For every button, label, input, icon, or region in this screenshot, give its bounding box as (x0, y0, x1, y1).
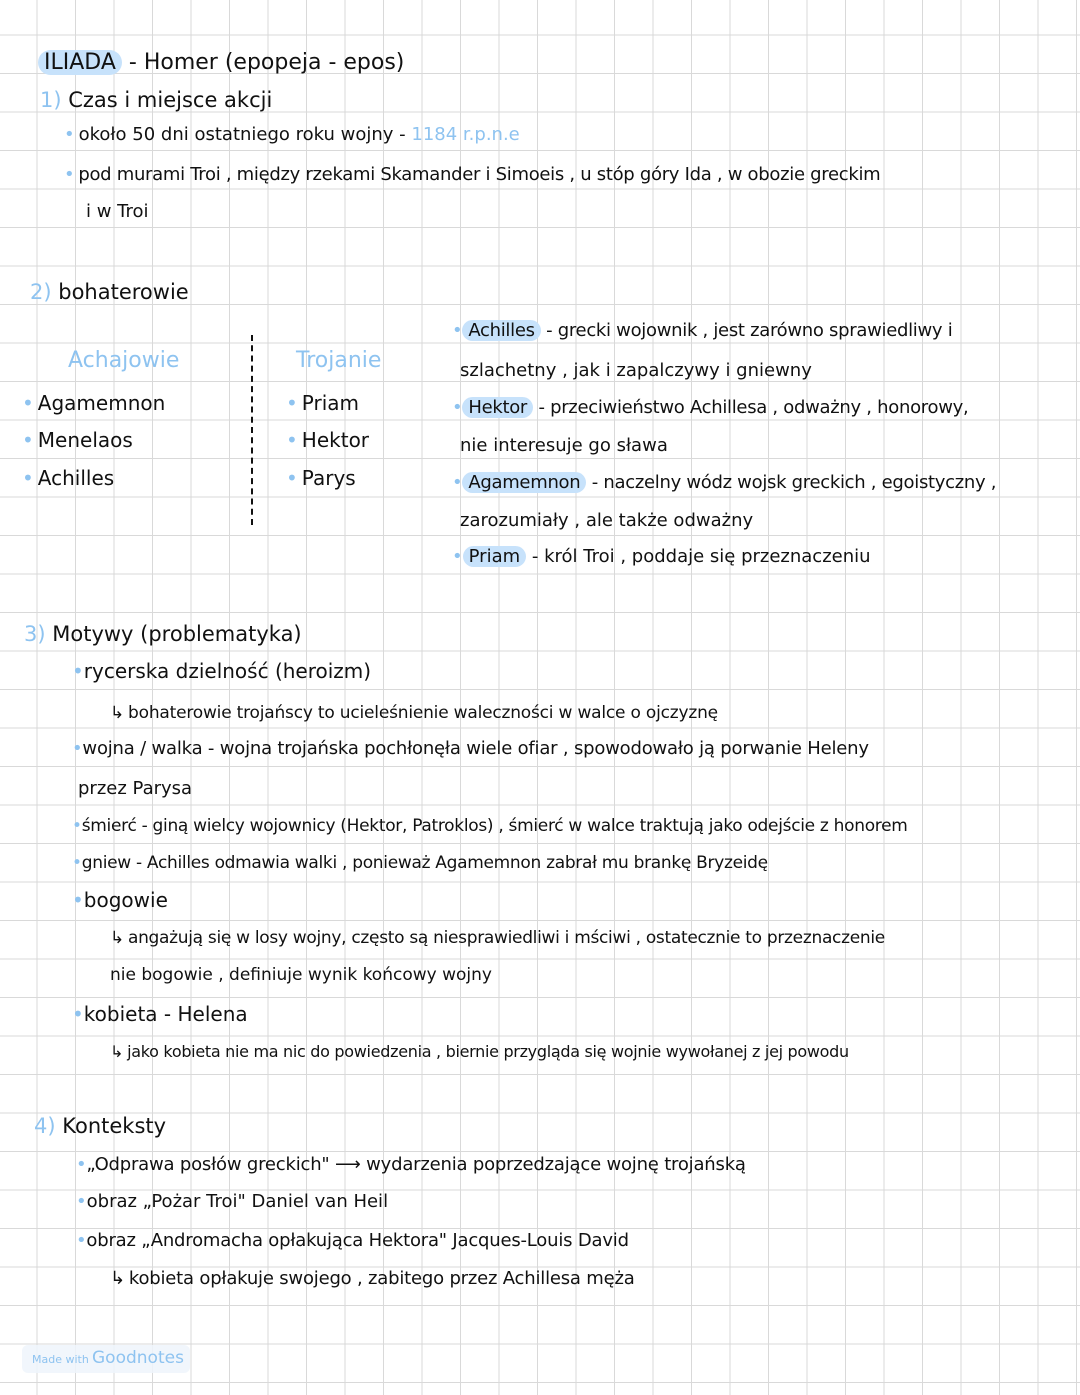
bullet-dot-icon: • (22, 466, 34, 490)
bullet-dot-icon: • (22, 428, 34, 452)
section-4-heading (34, 1116, 166, 1137)
context-text: „Odprawa posłów greckich" ⟶ wydarzenia poprzedzające wojnę trojańską (86, 1154, 746, 1175)
achaeans-item-1 (22, 393, 165, 413)
sub-text: angażują się w losy wojny, często są niesprawiedliwi i mściwi , ostatecznie to przeznaczenie (127, 928, 885, 948)
sub-text: bohaterowie trojańscy to ucieleśnienie waleczności w walce o ojczyznę (128, 703, 718, 723)
section-1-heading (40, 90, 272, 111)
bullet-dot-icon: • (72, 1002, 84, 1026)
trojans-column-title: Trojanie (296, 348, 382, 373)
sub-text: kobieta opłakuje swojego , zabitego przez Achillesa męża (128, 1268, 635, 1289)
section-2-title: bohaterowie (58, 280, 189, 304)
motif-1-sub (110, 705, 718, 722)
bullet-dot-icon: • (76, 1154, 87, 1175)
item-text: Achilles (37, 466, 115, 490)
bullet-dot-icon: • (22, 391, 34, 415)
motif-text: gniew - Achilles odmawia walki , ponieważ Agamemnon zabrał mu brankę Bryzeidę (81, 853, 768, 873)
section-4-number: 4) (34, 1114, 56, 1138)
bullet-dot-icon: • (64, 124, 75, 145)
motif-text: śmierć - giną wielcy wojownicy (Hektor, Patroklos) , śmierć w walce traktują jako odejście z honorem (81, 816, 908, 836)
desc-agamemnon-line1 (452, 474, 996, 492)
desc-hektor-line1 (452, 399, 968, 417)
title-rest: - Homer (epopeja - epos) (121, 50, 405, 75)
bullet-dot-icon: • (72, 853, 82, 873)
description-text: - król Troi , poddaje się przeznaczeniu (526, 546, 871, 567)
context-3 (76, 1232, 629, 1250)
bullet-dot-icon: • (72, 738, 83, 759)
section-1-title: Czas i miejsce akcji (68, 88, 273, 112)
context-2 (76, 1193, 388, 1211)
bullet-dot-icon: • (452, 472, 463, 493)
character-name: Achilles (462, 320, 540, 341)
column-divider (251, 335, 253, 525)
section-1-bullet-2 (64, 166, 880, 184)
bullet-text: około 50 dni ostatniego roku wojny - (78, 124, 412, 145)
desc-achilles-line2: szlachetny , jak i zapalczywy i gniewny (460, 360, 812, 381)
arrow-right-icon: ↳ (110, 1042, 124, 1061)
motif-1 (72, 661, 371, 681)
bullet-text: pod murami Troi , między rzekami Skamander i Simoeis , u stóp góry Ida , w obozie greckim (78, 164, 881, 185)
bullet-dot-icon: • (286, 391, 298, 415)
date-text: 1184 r.p.n.e (411, 124, 520, 145)
motif-4 (72, 855, 768, 872)
bullet-dot-icon: • (452, 546, 463, 567)
achaeans-item-2 (22, 430, 133, 450)
motif-2-line2: przez Parysa (78, 778, 193, 799)
sub-text: jako kobieta nie ma nic do powiedzenia , biernie przygląda się wojnie wywołanej z jej powodu (127, 1042, 849, 1061)
motif-5-sub-2: nie bogowie , definiuje wynik końcowy wojny (110, 965, 492, 985)
bullet-dot-icon: • (76, 1230, 87, 1251)
page-title (38, 52, 404, 74)
bullet-dot-icon: • (76, 1191, 87, 1212)
context-1 (76, 1156, 746, 1174)
bullet-dot-icon: • (72, 816, 82, 836)
trojans-item-2 (286, 430, 369, 450)
desc-agamemnon-line2: zarozumiały , ale także odważny (460, 510, 754, 531)
section-2-heading (30, 282, 189, 303)
bullet-dot-icon: • (64, 164, 75, 185)
trojans-item-3 (286, 468, 356, 488)
motif-text: rycerska dzielność (heroizm) (83, 659, 372, 683)
motif-text: kobieta - Helena (83, 1002, 248, 1026)
bullet-dot-icon: • (72, 888, 84, 912)
arrow-right-icon: ↳ (110, 703, 125, 723)
achaeans-item-3 (22, 468, 114, 488)
made-with-label: Made with (32, 1353, 89, 1366)
bullet-dot-icon: • (286, 428, 298, 452)
description-text: - grecki wojownik , jest zarówno sprawiedliwy i (540, 320, 953, 341)
achaeans-column-title: Achajowie (68, 348, 180, 373)
desc-priam-line1 (452, 548, 871, 566)
arrow-right-icon: ↳ (110, 1268, 125, 1289)
trojans-item-1 (286, 393, 359, 413)
section-3-number: 3) (24, 622, 46, 646)
section-2-number: 2) (30, 280, 52, 304)
context-text: obraz „Pożar Troi" Daniel van Heil (86, 1191, 389, 1212)
bullet-dot-icon: • (286, 466, 298, 490)
character-name: Agamemnon (462, 472, 586, 493)
description-text: - przeciwieństwo Achillesa , odważny , honorowy, (533, 397, 969, 418)
motif-text: bogowie (83, 888, 168, 912)
motif-6 (72, 1004, 248, 1024)
context-3-sub (110, 1270, 635, 1288)
character-name: Hektor (462, 397, 533, 418)
item-text: Hektor (301, 428, 370, 452)
bullet-dot-icon: • (452, 320, 463, 341)
section-1-number: 1) (40, 88, 62, 112)
section-3-title: Motywy (problematyka) (52, 622, 302, 646)
bullet-dot-icon: • (452, 397, 463, 418)
item-text: Parys (301, 466, 356, 490)
motif-5-sub-1 (110, 930, 885, 947)
motif-2-line1 (72, 740, 869, 758)
context-text: obraz „Andromacha opłakująca Hektora" Jacques-Louis David (86, 1230, 629, 1251)
title-highlight: ILIADA (38, 50, 122, 75)
character-name: Priam (463, 546, 527, 567)
arrow-right-icon: ↳ (110, 928, 124, 948)
item-text: Agamemnon (37, 391, 166, 415)
motif-3 (72, 818, 908, 835)
item-text: Priam (301, 391, 360, 415)
desc-hektor-line2: nie interesuje go sława (460, 435, 668, 456)
section-3-heading (24, 624, 302, 645)
description-text: - naczelny wódz wojsk greckich , egoistyczny , (586, 472, 997, 493)
bullet-dot-icon: • (72, 659, 84, 683)
section-1-bullet-1 (64, 126, 520, 144)
motif-text: wojna / walka - wojna trojańska pochłonęła wiele ofiar , spowodowało ją porwanie Heleny (82, 738, 869, 759)
item-text: Menelaos (37, 428, 133, 452)
goodnotes-logo: Goodnotes (92, 1348, 184, 1368)
section-1-bullet-2-cont: i w Troi (86, 201, 149, 222)
motif-6-sub (110, 1044, 849, 1060)
desc-achilles-line1 (452, 322, 952, 340)
motif-5 (72, 890, 168, 910)
section-4-title: Konteksty (62, 1114, 167, 1138)
